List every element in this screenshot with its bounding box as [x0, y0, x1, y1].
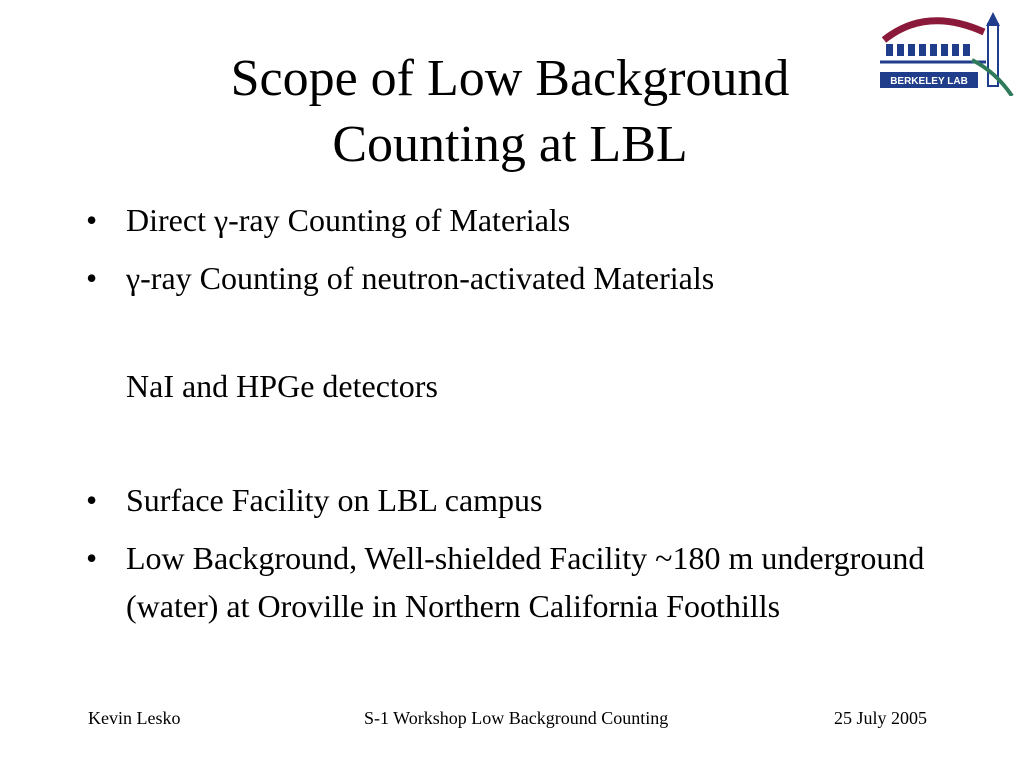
bullet-text: Direct γ-ray Counting of Materials [126, 202, 571, 238]
footer-author: Kevin Lesko [88, 708, 181, 728]
slide-title [120, 46, 900, 178]
sub-item [86, 362, 966, 410]
bullet-text: γ-ray Counting of neutron-activated Materials [126, 260, 715, 296]
bullet-item [86, 534, 966, 630]
title-line-1: Scope of Low Background [230, 50, 790, 107]
bullet-item [86, 476, 966, 524]
title-line-2: Counting at LBL [332, 116, 688, 173]
bullet-marker: • [86, 482, 98, 518]
bullet-marker: • [86, 260, 98, 296]
bullet-marker: • [86, 540, 98, 576]
bullet-item [86, 196, 966, 244]
bullet-item [86, 254, 966, 302]
bullet-text: Low Background, Well-shielded Facility ~180 m underground (water) at Oroville in Northern California Foothills [126, 540, 925, 624]
logo-text: BERKELEY LAB [890, 76, 968, 87]
footer-event: S-1 Workshop Low Background Counting [364, 708, 669, 728]
bullet-list [86, 196, 966, 630]
bullet-text: Surface Facility on LBL campus [126, 482, 543, 518]
bullet-text: NaI and HPGe detectors [126, 368, 438, 404]
bullet-marker: • [86, 202, 98, 238]
berkeley-lab-logo [876, 10, 1016, 96]
footer-date: 25 July 2005 [834, 708, 928, 728]
